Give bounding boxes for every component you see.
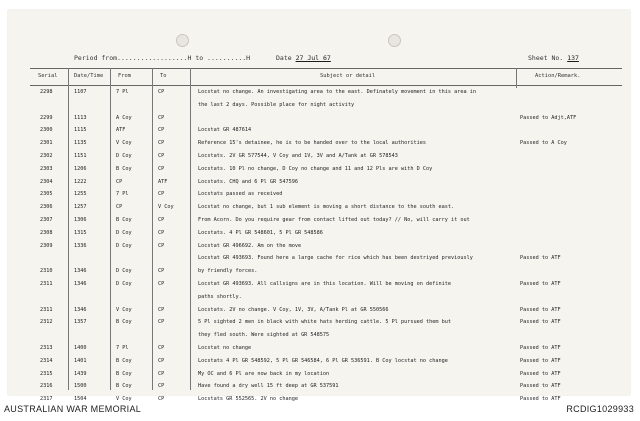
serial-cell: 2315 (40, 370, 53, 377)
from-cell: D Coy (116, 242, 132, 249)
table-row (30, 356, 622, 369)
log-sheet (8, 10, 630, 403)
table-row (30, 189, 622, 202)
table-row (30, 279, 622, 292)
col-serial: Serial (38, 73, 58, 79)
action-cell: Passed to ATF (520, 396, 561, 403)
serial-cell: 2307 (40, 216, 53, 223)
punch-hole (388, 34, 401, 47)
from-cell: B Coy (116, 319, 132, 326)
col-subject: Subject or detail (320, 73, 376, 79)
serial-cell: 2317 (40, 396, 53, 403)
table-row (30, 177, 622, 190)
col-from: From (118, 73, 131, 79)
table-row (30, 87, 622, 100)
to-cell: CP (158, 216, 165, 223)
from-cell: V Coy (116, 306, 132, 313)
sheet-number: 137 (567, 54, 579, 62)
from-cell: CP (116, 178, 123, 185)
time-cell: 1115 (74, 127, 87, 134)
to-cell: CP (158, 114, 165, 121)
date-field: Date 27 Jul 67 (276, 54, 331, 62)
action-cell: Passed to ATF (520, 255, 561, 262)
to-cell: CP (158, 229, 165, 236)
to-cell: CP (158, 140, 165, 147)
from-cell: B Coy (116, 216, 132, 223)
to-cell: CP (158, 319, 165, 326)
col-to: To (160, 73, 167, 79)
table-row (30, 343, 622, 356)
serial-cell: 2311 (40, 306, 53, 313)
serial-cell: 2310 (40, 268, 53, 275)
serial-cell: 2300 (40, 127, 53, 134)
time-cell: 1500 (74, 383, 87, 390)
table-row (30, 305, 622, 318)
subject-cell: 5 Pl sighted 2 men in black with white hats herding cattle. 5 Pl pursued them but (198, 319, 451, 326)
time-cell: 1357 (74, 319, 87, 326)
to-cell: CP (158, 191, 165, 198)
to-cell: CP (158, 344, 165, 351)
serial-cell: 2313 (40, 344, 53, 351)
time-cell: 1439 (74, 370, 87, 377)
time-cell: 1346 (74, 268, 87, 275)
to-cell: CP (158, 242, 165, 249)
to-cell: ATF (158, 178, 168, 185)
subject-cell: Locstats 4 Pl GR 548592, 5 Pl GR 546584, 6 Pl GR 536591. B Coy locstat no change (198, 357, 448, 364)
subject-cell: Locstats passed as received (198, 191, 283, 198)
punch-hole (176, 34, 189, 47)
col-datetime: Date/Time (74, 73, 104, 79)
from-cell: ATF (116, 127, 126, 134)
from-cell: V Coy (116, 396, 132, 403)
table-row (30, 138, 622, 151)
from-cell: V Coy (116, 140, 132, 147)
action-cell: Passed to ATF (520, 370, 561, 377)
subject-cell: Reference 15's detainee, he is to be handed over to the local authorities (198, 140, 426, 147)
time-cell: 1346 (74, 280, 87, 287)
to-cell: CP (158, 396, 165, 403)
table-row (30, 330, 622, 343)
subject-cell: My OC and 6 Pl are now back in my location (198, 370, 330, 377)
from-cell: 7 Pl (116, 191, 129, 198)
subject-cell: Locstats. 2V no change. V Coy, 1V, 3V, A/Tank Pl at GR 550566 (198, 306, 389, 313)
table-row (30, 253, 622, 266)
table-row (30, 151, 622, 164)
from-cell: B Coy (116, 357, 132, 364)
from-cell: D Coy (116, 268, 132, 275)
serial-cell: 2316 (40, 383, 53, 390)
table-row (30, 113, 622, 126)
action-cell: Passed to ATF (520, 280, 561, 287)
column-divider (516, 68, 517, 88)
to-cell: V Coy (158, 204, 174, 211)
col-action: Action/Remark. (535, 73, 581, 79)
serial-cell: 2304 (40, 178, 53, 185)
from-cell: D Coy (116, 229, 132, 236)
subject-cell: Locstat GR 493693. All callsigns are in this location. Will be moving on definite (198, 280, 451, 287)
archive-credit: AUSTRALIAN WAR MEMORIAL (4, 404, 142, 414)
to-cell: CP (158, 306, 165, 313)
to-cell: CP (158, 268, 165, 275)
time-cell: 1315 (74, 229, 87, 236)
to-cell: CP (158, 357, 165, 364)
subject-cell: Locstats. 4 Pl GR 548601, 5 Pl GR 548586 (198, 229, 323, 236)
subject-cell: Locstats. 10 Pl no change, D Coy no change and 11 and 12 Pls are with D Coy (198, 165, 433, 172)
time-cell: 1151 (74, 152, 87, 159)
serial-cell: 2299 (40, 114, 53, 121)
time-cell: 1306 (74, 216, 87, 223)
subject-cell: From Acorn. Do you require gear from contact lifted out today? // No, will carry it out (198, 216, 470, 223)
from-cell: 7 Pl (116, 344, 129, 351)
to-cell: CP (158, 370, 165, 377)
time-cell: 1336 (74, 242, 87, 249)
action-cell: Passed to Adjt,ATF (520, 114, 577, 121)
from-cell: A Coy (116, 114, 132, 121)
table-row (30, 100, 622, 113)
time-cell: 1255 (74, 191, 87, 198)
to-cell: CP (158, 152, 165, 159)
table-row (30, 241, 622, 254)
from-cell: D Coy (116, 152, 132, 159)
serial-cell: 2301 (40, 140, 53, 147)
log-entries (30, 87, 622, 407)
action-cell: Passed to ATF (520, 357, 561, 364)
table-row (30, 292, 622, 305)
time-cell: 1222 (74, 178, 87, 185)
action-cell: Passed to ATF (520, 383, 561, 390)
serial-cell: 2312 (40, 319, 53, 326)
table-header (30, 68, 622, 86)
serial-cell: 2305 (40, 191, 53, 198)
from-cell: B Coy (116, 370, 132, 377)
subject-cell: Locstat no change, but 1 sub element is moving a short distance to the south east. (198, 204, 455, 211)
from-cell: D Coy (116, 280, 132, 287)
subject-cell: Have found a dry well 15 ft deep at GR 537591 (198, 383, 339, 390)
time-cell: 1206 (74, 165, 87, 172)
period-field: Period from..................H to ..........H (74, 54, 251, 62)
archive-reference: RCDIG1029933 (566, 404, 634, 414)
table-row (30, 125, 622, 138)
subject-cell: Locstat GR 493693. Found here a large cache for rice which has been destriyed previously (198, 255, 473, 262)
subject-cell: Locstats. 2V GR 577544, V Coy and 1V, 3V and A/Tank at GR 578543 (198, 152, 398, 159)
table-row (30, 202, 622, 215)
serial-cell: 2314 (40, 357, 53, 364)
serial-cell: 2306 (40, 204, 53, 211)
subject-cell: Locstats. CHQ and 6 Pl GR 547596 (198, 178, 298, 185)
subject-cell: Locstats GR 552565. 2V no change (198, 396, 298, 403)
subject-cell: they fled south. Were sighted at GR 548575 (198, 332, 330, 339)
serial-cell: 2308 (40, 229, 53, 236)
table-row (30, 381, 622, 394)
subject-cell: Locstat no change. An investigating area to the east. Definately movement in this area in (198, 89, 476, 95)
time-cell: 1257 (74, 204, 87, 211)
serial-cell: 2309 (40, 242, 53, 249)
serial-cell: 2298 (40, 89, 53, 95)
to-cell: CP (158, 280, 165, 287)
to-cell: CP (158, 127, 165, 134)
table-row (30, 164, 622, 177)
time-cell: 1400 (74, 344, 87, 351)
table-row (30, 317, 622, 330)
from-cell: B Coy (116, 383, 132, 390)
subject-cell: Locstat GR 487614 (198, 127, 252, 134)
time-cell: 1113 (74, 114, 87, 121)
subject-cell: Locstat GR 496692. Am on the move (198, 242, 302, 249)
subject-cell: by friendly forces. (198, 268, 258, 275)
action-cell: Passed to ATF (520, 306, 561, 313)
table-row (30, 266, 622, 279)
action-cell: Passed to A Coy (520, 140, 567, 147)
action-cell: Passed to ATF (520, 319, 561, 326)
time-cell: 1135 (74, 140, 87, 147)
time-cell: 1107 (74, 89, 87, 95)
from-cell: B Coy (116, 165, 132, 172)
to-cell: CP (158, 89, 165, 95)
serial-cell: 2302 (40, 152, 53, 159)
subject-cell: Locstat no change (198, 344, 252, 351)
from-cell: 7 Pl (116, 89, 129, 95)
time-cell: 1504 (74, 396, 87, 403)
from-cell: CP (116, 204, 123, 211)
serial-cell: 2303 (40, 165, 53, 172)
table-row (30, 215, 622, 228)
sheet-number-field: Sheet No. 137 (528, 54, 579, 62)
time-cell: 1401 (74, 357, 87, 364)
subject-cell: the last 2 days. Possible place for night activity (198, 101, 355, 108)
table-row (30, 369, 622, 382)
action-cell: Passed to ATF (520, 344, 561, 351)
to-cell: CP (158, 383, 165, 390)
table-row (30, 228, 622, 241)
serial-cell: 2311 (40, 280, 53, 287)
to-cell: CP (158, 165, 165, 172)
time-cell: 1346 (74, 306, 87, 313)
subject-cell: paths shortly. (198, 293, 242, 300)
date-value: 27 Jul 67 (295, 54, 331, 62)
